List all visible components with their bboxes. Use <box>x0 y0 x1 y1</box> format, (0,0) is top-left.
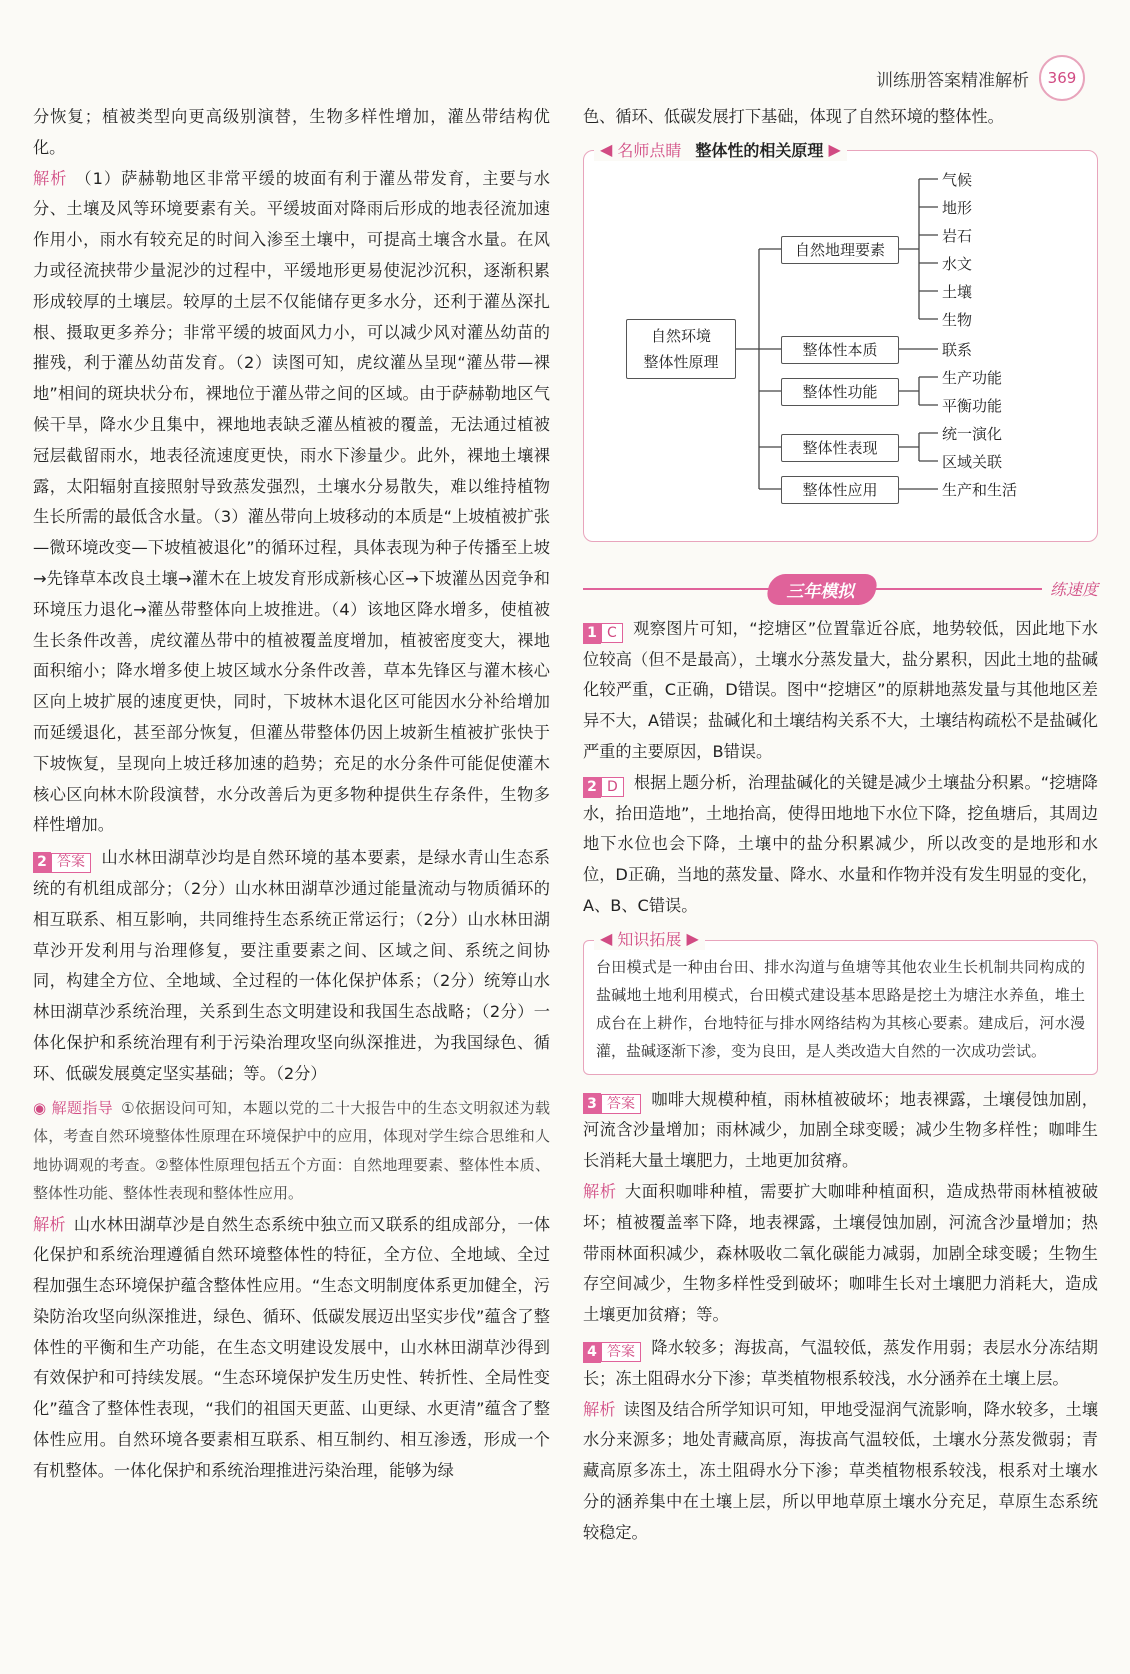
answer-tag: 4 答案 <box>583 1342 641 1363</box>
answer-label: 答案 <box>51 853 91 873</box>
knowledge-box <box>583 928 1098 1075</box>
analysis-label: 解析 <box>583 1399 616 1419</box>
branch-expression: 整体性表现 <box>781 434 899 462</box>
solution-guide-text: ①依据设问可知，本题以党的二十大报告中的生态文明叙述为载体，考查自然环境整体性原理在环境保护中的应用，体现对学生综合思维和人地协调观的考查。②整体性原理包括五个方面：自然地理要素、整体性本质、整体性功能、整体性表现和整体性应用。 <box>33 1098 550 1202</box>
knowledge-label: ◀ 知识拓展 ▶ <box>594 927 705 950</box>
section-header <box>583 574 1098 604</box>
question-3-answer <box>583 1085 1098 1177</box>
question-4-answer <box>583 1333 1098 1395</box>
leaf-climate: 气候 <box>942 170 973 189</box>
header-title: 训练册答案精准解析 <box>876 70 1029 91</box>
question-3-analysis-text: 大面积咖啡种植，需要扩大咖啡种植面积，造成热带雨林植被破坏；植被覆盖率下降，地表裸露，土壤侵蚀加剧，河流含沙量增加；热带雨林面积减少，森林吸收二氧化碳能力减弱，加剧全球变暖；生物生存空间减少，生物多样性受到破坏；咖啡生长对土壤肥力消耗大，造成土壤更加贫瘠；等。 <box>583 1181 1099 1325</box>
section-subtitle: 练速度 <box>1042 577 1098 600</box>
leaf-unified-evolution: 统一演化 <box>942 424 1003 443</box>
question-2-text: 根据上题分析，治理盐碱化的关键是减少土壤盐分积累。“挖塘降水，抬田造地”，土地抬高，使得田地地下水位下降，挖鱼塘后，其周边地下水位也会下降，土壤中的盐分积累减少，所以改变的是地形和水位，D正确，当地的蒸发量、降水、水量和作物并没有发生明显的变化，A、B、C错误。 <box>583 772 1098 915</box>
teacher-tip-box <box>583 139 1098 542</box>
leaf-hydrology: 水文 <box>942 254 973 273</box>
diagram-root: 自然环境 整体性原理 <box>626 319 736 379</box>
leaf-landform: 地形 <box>942 198 973 217</box>
guide-label: ◉ 解题指导 <box>33 1098 114 1117</box>
page-number: 369 <box>1039 55 1085 101</box>
branch-essence: 整体性本质 <box>781 336 899 364</box>
analysis-continuation: 色、循环、低碳发展打下基础，体现了自然环境的整体性。 <box>583 107 1004 126</box>
question-4-analysis <box>583 1395 1098 1549</box>
branch-function: 整体性功能 <box>781 378 899 406</box>
branch-application: 整体性应用 <box>781 476 899 504</box>
leaf-soil: 土壤 <box>942 282 973 301</box>
answer-continuation: 分恢复；植被类型向更高级别演替，生物多样性增加，灌丛带结构优化。 <box>33 107 550 157</box>
answer-tag: 2 D <box>583 777 624 798</box>
analysis-2 <box>33 1210 550 1487</box>
answer-tag: 1 C <box>583 623 623 644</box>
solution-guide <box>33 1094 550 1208</box>
question-3-analysis <box>583 1177 1098 1331</box>
question-2-answer-text: 山水林田湖草沙均是自然环境的基本要素，是绿水青山生态系统的有机组成部分；（2分）山水林田湖草沙通过能量流动与物质循环的相互联系、相互影响，共同维持生态系统正常运行；（2分）山水林田湖草沙开发利用与治理修复，要注重要素之间、区域之间、系统之间协同，构建全方位、全地域、全过程的一体化保护体系；（2分）统筹山水林田湖草沙系统治理，关系到生态文明建设和我国生态战略；（2分）一体化保护和系统治理有利于污染治理攻坚向纵深推进，为我国绿色、循环、低碳发展奠定坚实基础；等。（2分） <box>33 848 550 1083</box>
leaf-regional-linkage: 区域关联 <box>942 452 1003 471</box>
right-column <box>583 102 1098 1549</box>
analysis-label: 解析 <box>33 168 68 188</box>
question-3-answer-text: 咖啡大规模种植，雨林植被破坏；地表裸露，土壤侵蚀加剧，河流含沙量增加；雨林减少，加剧全球变暖；减少生物多样性；咖啡生长消耗大量土壤肥力，土地更加贫瘠。 <box>583 1089 1098 1171</box>
question-1 <box>583 614 1098 768</box>
leaf-production: 生产功能 <box>942 368 1003 387</box>
analysis-1 <box>33 164 550 842</box>
question-1-text: 观察图片可知，“挖塘区”位置靠近谷底，地势较低，因此地下水位较高（但不是最高），土壤水分蒸发量大，盐分累积，因此土地的盐碱化较严重，C正确，D错误。图中“挖塘区”的原耕地蒸发量与其他地区差异不大，A错误；盐碱化和土壤结构关系不大，土壤结构疏松不是盐碱化严重的主要原因，B错误。 <box>583 618 1098 761</box>
answer-tag: 3 答案 <box>583 1093 641 1114</box>
left-column <box>33 102 550 1487</box>
analysis-2-text: 山水林田湖草沙是自然生态系统中独立而又联系的组成部分，一体化保护和系统治理遵循自然环境整体性的特征，全方位、全地域、全过程加强生态环境保护蕴含整体性应用。“生态文明制度体系更加健全，污染防治攻坚向纵深推进，绿色、循环、低碳发展迈出坚实步伐”蕴含了整体性的平衡和生产功能，在生态文明建设发展中，山水林田湖草沙得到有效保护和可持续发展。“生态环境保护发生历史性、转折性、全局性变化”蕴含了整体性表现，“我们的祖国天更蓝、山更绿、水更清”蕴含了整体性应用。自然环境各要素相互联系、相互制约、相互渗透，形成一个有机整体。一体化保护和系统治理推进污染治理，能够为绿 <box>33 1214 551 1480</box>
leaf-biology: 生物 <box>942 310 973 329</box>
section-title: 三年模拟 <box>765 574 880 605</box>
answer-tag <box>33 852 91 873</box>
knowledge-text: 台田模式是一种由台田、排水沟道与鱼塘等其他农业生长机制共同构成的盐碱地土地利用模式，台田模式建设基本思路是挖土为塘注水养鱼，堆土成台在上耕作，台地特征与排水网络结构为其核心要素。建成后，河水漫灌，盐碱逐渐下渗，变为良田，是人类改造大自然的一次成功尝试。 <box>596 957 1085 1061</box>
teacher-tip-label: ◀ 名师点睛 整体性的相关原理 ▶ <box>594 138 847 161</box>
leaf-balance: 平衡功能 <box>942 396 1003 415</box>
teacher-tip-title: 整体性的相关原理 <box>695 140 824 160</box>
page-header <box>876 55 1085 101</box>
analysis-1-text: （1）萨赫勒地区非常平缓的坡面有利于灌丛带发育，主要与水分、土壤及风等环境要素有关。平缓坡面对降雨后形成的地表径流加速作用小，雨水有较充足的时间入渗至土壤中，可提高土壤含水量。在风力或径流挟带少量泥沙的过程中，平缓地形更易使泥沙沉积，逐渐积累形成较厚的土壤层。较厚的土层不仅能储存更多水分，还利于灌丛深扎根、摄取更多养分；非常平缓的坡面风力小，可以减少风对灌丛幼苗的摧残，利于灌丛幼苗发育。（2）读图可知，虎纹灌丛呈现“灌丛带—裸地”相间的斑块状分布，裸地位于灌丛带之间的区域。由于萨赫勒地区气候干旱，降水少且集中，裸地地表缺乏灌丛植被的覆盖，无法通过植被冠层截留雨水，地表径流速度更快，雨水下渗量少。此外，裸地土壤裸露，太阳辐射直接照射导致蒸发强烈，土壤水分易散失，难以维持植物生长所需的最低含水量。（3）灌丛带向上坡移动的本质是“上坡植被扩张—微环境改变—下坡植被退化”的循环过程，具体表现为种子传播至上坡→先锋草本改良土壤→灌木在上坡发育形成新核心区→下坡灌丛因竞争和环境压力退化→灌丛带整体向上坡推进。（4）该地区降水增多，使植被生长条件改善，虎纹灌丛带中的植被覆盖度增加，植被密度变大，裸地面积缩小；降水增多使上坡区域水分条件改善，草本先锋区与灌木核心区向上坡扩展的速度更快，同时，下坡林木退化区可能因水分补给增加而延缓退化，甚至部分恢复，但灌丛带整体仍因上坡新生植被扩张快于下坡恢复，呈现向上坡迁移加速的趋势；充足的水分条件可能促使灌木核心区向林木阶段演替，水分改善后为更多物种提供生存条件，生物多样性增加。 <box>33 168 550 835</box>
question-4-analysis-text: 读图及结合所学知识可知，甲地受湿润气流影响，降水较多，土壤水分来源多；地处青藏高原，海拔高气温较低，土壤水分蒸发微弱；青藏高原多冻土，冻土阻碍水分下渗；草类植物根系较浅，根系对土壤水分的涵养集中在土壤上层，所以甲地草原土壤水分充足，草原生态系统较稳定。 <box>583 1399 1099 1542</box>
leaf-rock: 岩石 <box>942 226 973 245</box>
leaf-connection: 联系 <box>942 340 973 359</box>
leaf-production-life: 生产和生活 <box>942 480 1018 499</box>
branch-elements: 自然地理要素 <box>781 236 899 264</box>
question-2 <box>583 768 1098 922</box>
question-number: 2 <box>33 852 51 873</box>
analysis-label: 解析 <box>33 1214 66 1234</box>
analysis-label: 解析 <box>583 1181 617 1201</box>
question-2-answer <box>33 843 550 1089</box>
question-4-answer-text: 降水较多；海拔高，气温较低，蒸发作用弱；表层水分冻结期长；冻土阻碍水分下渗；草类植物根系较浅，水分涵养在土壤上层。 <box>583 1337 1098 1388</box>
